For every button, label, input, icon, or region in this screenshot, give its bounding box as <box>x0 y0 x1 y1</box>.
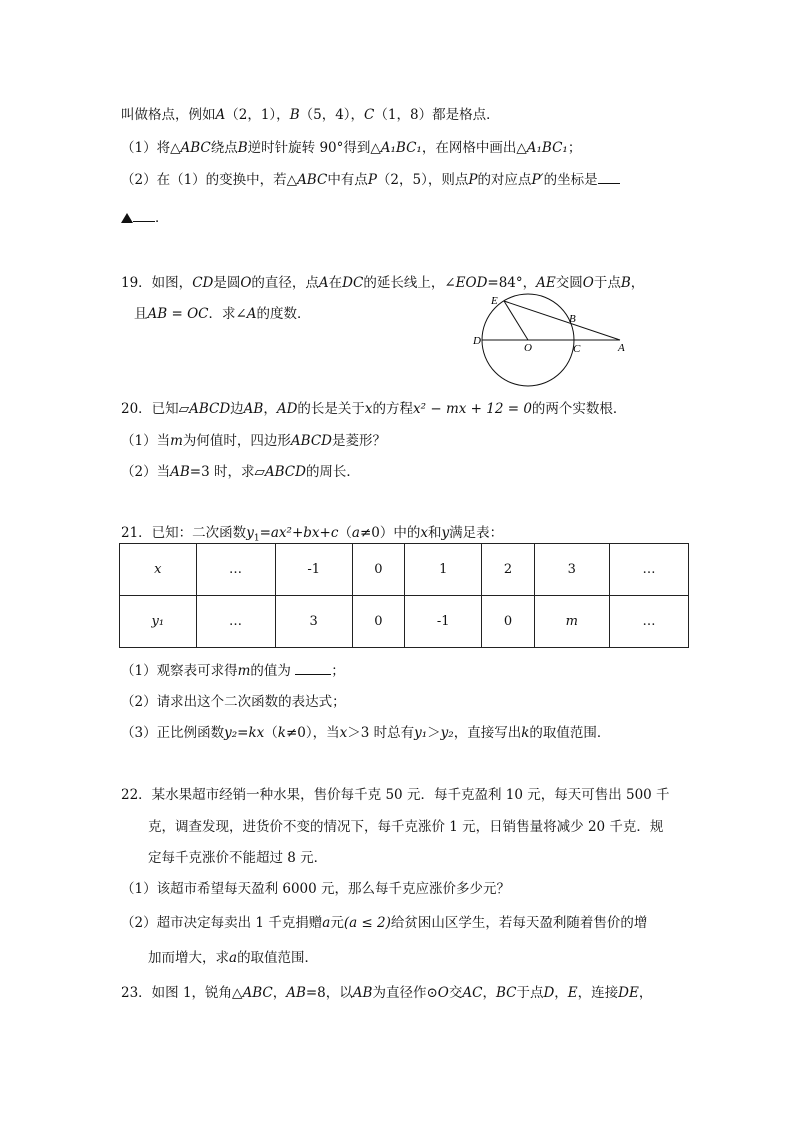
q19-line1: 19．如图，CD是圆O的直径，点A在DC的延长线上，∠EOD=84°，AE交圆O于点B， <box>121 275 645 291</box>
q21-part3: （3）正比例函数y₂=kx（k≠0），当x＞3 时总有y₁＞y₂，直接写出k的取值范围． <box>121 725 611 741</box>
q22-part2-line2: 加而增大，求a的取值范围． <box>148 950 319 966</box>
label-o: O <box>524 342 532 354</box>
q21-part1: （1）观察表可求得m的值为 ； <box>121 663 345 679</box>
answer-blank <box>133 221 155 222</box>
table-cell: 0 <box>482 596 534 648</box>
table-cell: -1 <box>405 596 482 648</box>
q18-answer-line: ． <box>121 206 169 226</box>
table-cell: … <box>196 544 275 596</box>
label-b: B <box>569 313 576 325</box>
table-cell: -1 <box>275 544 352 596</box>
answer-blank <box>598 183 620 184</box>
q22-line3: 定每千克涨价不能超过 8 元． <box>148 850 328 866</box>
table-row-y1 <box>120 596 689 648</box>
table-cell: 0 <box>352 544 404 596</box>
table-cell: 0 <box>352 596 404 648</box>
q22-line1: 22．某水果超市经销一种水果，售价每千克 50 元．每千克盈利 10 元，每天可售出 500 千 <box>121 787 670 803</box>
label-e: E <box>491 295 498 307</box>
q20-line1: 20．已知▱ABCD边AB，AD的长是关于x的方程x² − mx + 12 = 0的两个实数根． <box>121 401 627 417</box>
q19-line2: 且AB = OC．求∠A的度数． <box>134 306 311 322</box>
q21-line1: 21．已知：二次函数$y_1=ax^2+bx+c(a\ne 0)$中的x和y满足表： <box>121 525 504 544</box>
intro-line: 叫做格点，例如A（2，1），B（5，4），C（1，8）都是格点． <box>121 107 500 123</box>
segment-ea <box>504 301 620 340</box>
q20-part1: （1）当m为何值时，四边形ABCD是菱形？ <box>121 433 386 449</box>
answer-blank <box>295 674 331 675</box>
q18-part1: （1）将△ABC绕点B逆时针旋转 90°得到△A₁BC₁，在网格中画出△A₁BC₁； <box>121 140 582 156</box>
q18-part2: （2）在（1）的变换中，若△ABC中有点P（2，5），则点P的对应点P′的坐标是 <box>121 168 620 188</box>
q19-circle-figure <box>468 290 638 390</box>
table-cell: 1 <box>405 544 482 596</box>
table-cell: 3 <box>275 596 352 648</box>
q22-part1: （1）该超市希望每天盈利 6000 元，那么每千克应涨价多少元？ <box>121 881 511 897</box>
table-cell: 2 <box>482 544 534 596</box>
table-row-x <box>120 544 689 596</box>
label-c: C <box>573 343 581 355</box>
table-cell: 3 <box>534 544 609 596</box>
q23-line1: 23．如图 1，锐角△ABC，AB=8，以AB为直径作⊙O交AC，BC于点D，E，连接DE， <box>121 985 653 1001</box>
q21-part2: （2）请求出这个二次函数的表达式； <box>121 694 346 710</box>
label-d: D <box>473 335 481 347</box>
table-cell: y₁ <box>120 596 197 648</box>
table-cell: m <box>534 596 609 648</box>
table-cell: … <box>609 544 688 596</box>
triangle-marker-icon <box>121 213 133 223</box>
table-cell: … <box>196 596 275 648</box>
q22-part2: （2）超市决定每卖出 1 千克捐赠a元(a ≤ 2)给贫困山区学生，若每天盈利随着售价的增 <box>121 915 648 931</box>
q20-part2: （2）当AB=3 时，求▱ABCD的周长． <box>121 464 360 480</box>
segment-oe <box>504 301 528 340</box>
value-table <box>119 543 689 648</box>
q22-line2: 克，调查发现，进货价不变的情况下，每千克涨价 1 元，日销售量将减少 20 千克．规 <box>148 819 664 835</box>
label-a: A <box>618 342 625 354</box>
table-cell: … <box>609 596 688 648</box>
table-cell: x <box>120 544 197 596</box>
